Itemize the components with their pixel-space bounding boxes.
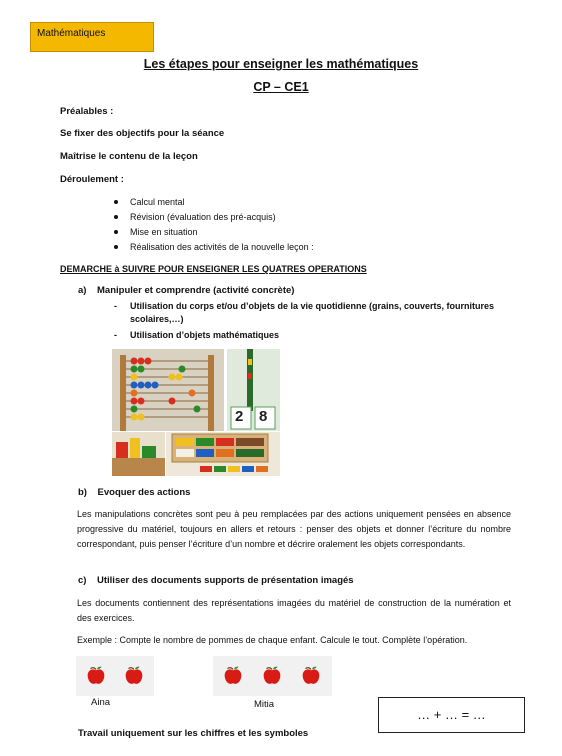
section-c-text: Les documents contiennent des représentations imagées du matériel de construction de la numération et des exercices.: [77, 598, 511, 623]
dash-mark: -: [114, 330, 117, 340]
blocks-illustration: [112, 432, 165, 476]
list-item: Mise en situation: [114, 225, 314, 240]
section-a-item-1-line-2: scolaires,…): [130, 314, 184, 324]
equation-box: … + … = …: [378, 697, 525, 733]
page-subtitle: CP – CE1: [253, 80, 309, 94]
section-a-item-2: Utilisation d’objets mathématiques: [130, 330, 280, 340]
rods-tray-photo: [166, 432, 280, 476]
apple-icon: [222, 664, 244, 686]
section-b-title: b) Evoquer des actions: [78, 487, 191, 498]
card-digit: 2: [235, 408, 244, 425]
deroulement-heading: Déroulement :: [60, 174, 124, 185]
section-a-item-1: [130, 300, 520, 326]
list-item: Révision (évaluation des pré-acquis): [114, 210, 314, 225]
section-a-item-1-line-1: Utilisation du corps et/ou d’objets de la vie quotidienne (grains, couverts, fournitures: [130, 301, 495, 311]
apple-icon: [300, 664, 322, 686]
child-name-mitia: Mitia: [254, 699, 275, 710]
apple-group-mitia: [213, 656, 332, 696]
prealables-line-1: Se fixer des objectifs pour la séance: [60, 128, 225, 139]
footer-text: Travail uniquement sur les chiffres et les symboles: [78, 728, 309, 739]
apple-group-aina: [76, 656, 154, 696]
section-b-text: Les manipulations concrètes sont peu à peu remplacées par des actions uniquement pensées en absence progressive du matériel, toujours en allers et retours : penser des objets et donner l’écriture du nombre correspondant, puis penser l’écriture d’un nombre et décrire oralement les objets correspondants.: [77, 509, 511, 549]
abacus-illustration: [112, 349, 224, 431]
dash-mark: -: [114, 301, 117, 311]
child-name-aina: Aina: [91, 697, 111, 708]
demarche-heading: DEMARCHE à SUIVRE POUR ENSEIGNER LES QUATRES OPERATIONS: [60, 264, 367, 274]
section-a-title: a) Manipuler et comprendre (activité concrète): [78, 285, 295, 296]
example-text: Exemple : Compte le nombre de pommes de chaque enfant. Calcule le tout. Complète l’opération.: [77, 635, 468, 645]
apple-icon: [123, 664, 145, 686]
page-title: Les étapes pour enseigner les mathématiques: [143, 57, 419, 71]
number-cards-photo: [227, 349, 280, 431]
card-digit: 8: [259, 408, 268, 425]
section-c-title: c) Utiliser des documents supports de présentation imagés: [78, 575, 354, 586]
subject-tag: Mathématiques: [30, 22, 154, 52]
apple-icon: [261, 664, 283, 686]
prealables-heading: Préalables :: [60, 106, 114, 117]
deroulement-list: [114, 195, 314, 255]
rods-tray-illustration: [166, 432, 280, 476]
list-item: Calcul mental: [114, 195, 314, 210]
blocks-photo: [112, 432, 165, 476]
list-item: Réalisation des activités de la nouvelle leçon :: [114, 240, 314, 255]
abacus-photo: [112, 349, 224, 431]
apple-icon: [85, 664, 107, 686]
prealables-line-2: Maîtrise le contenu de la leçon: [60, 151, 198, 162]
